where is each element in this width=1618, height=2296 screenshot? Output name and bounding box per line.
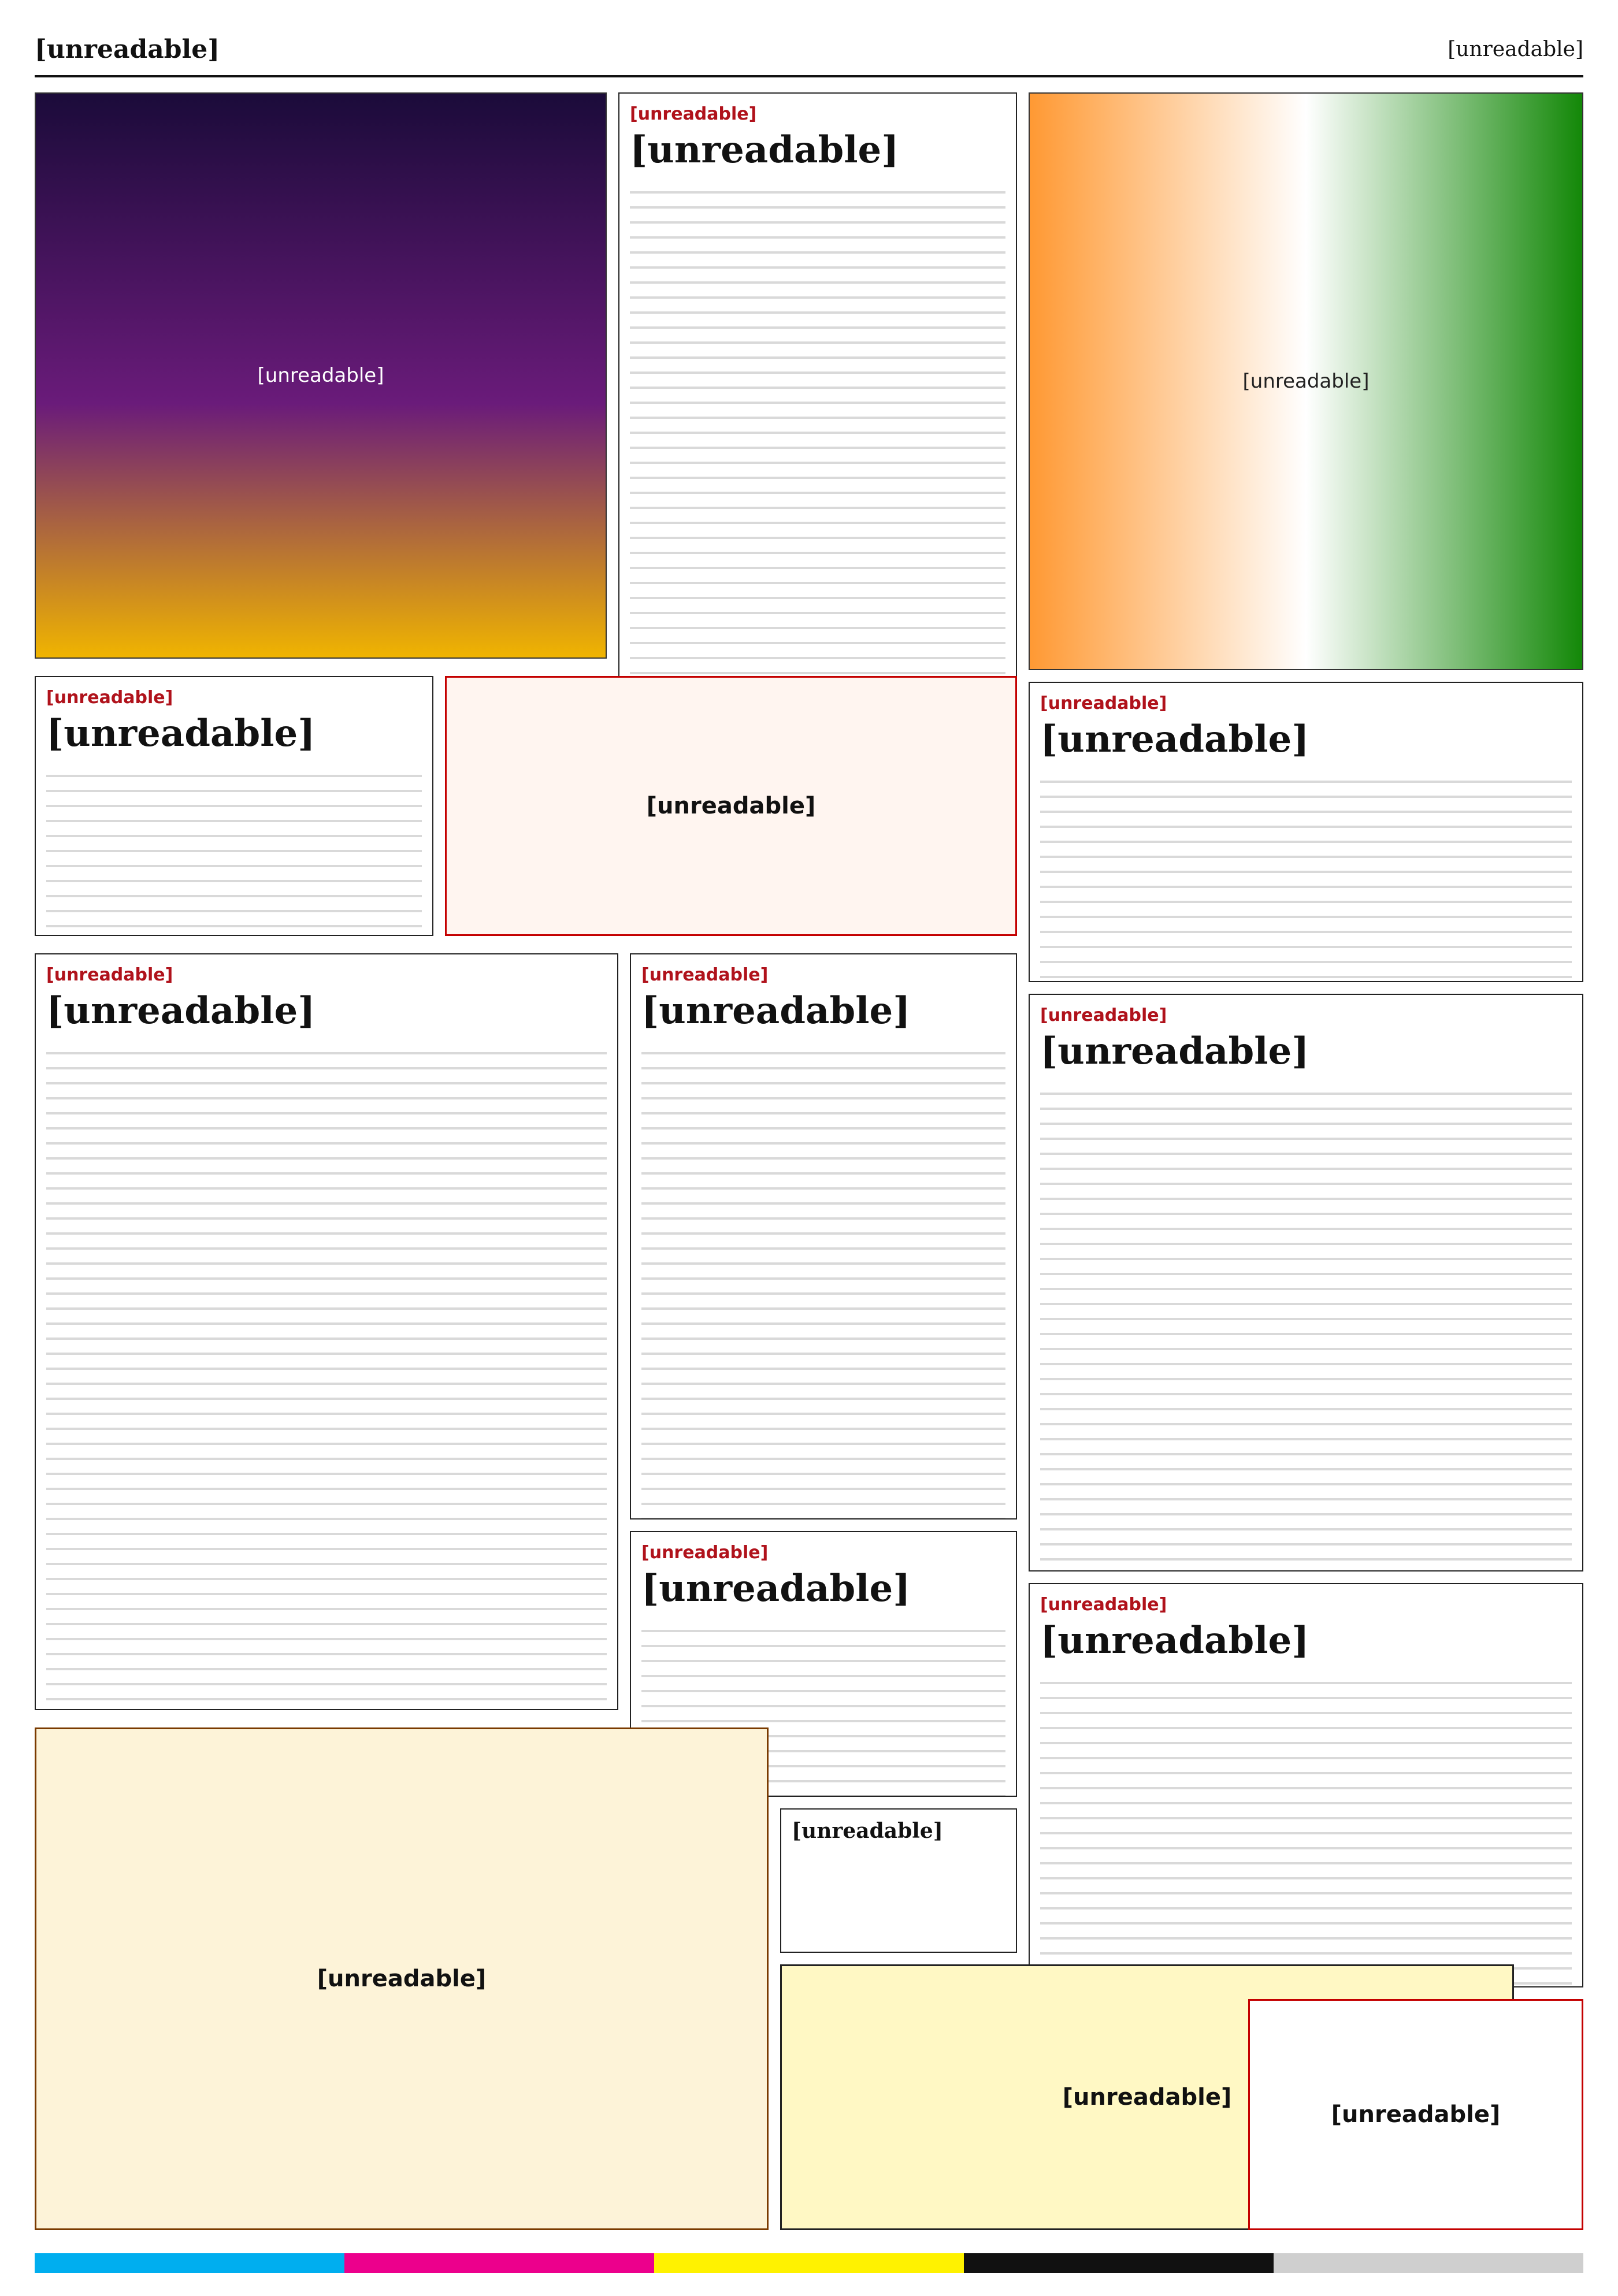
color-swatch-magenta xyxy=(344,2253,654,2273)
article-kicker: [unreadable] xyxy=(1040,1005,1167,1026)
article-tiranga-yatra xyxy=(1029,682,1583,982)
registration-color-bar xyxy=(35,2253,1583,2273)
article-psi-promotion xyxy=(35,676,433,936)
circus-ad xyxy=(35,1727,769,2230)
article-kicker: [unreadable] xyxy=(46,688,173,708)
circus-ad-text: [unreadable] xyxy=(317,1966,487,1992)
article-vehicles-income xyxy=(35,953,618,1710)
article-headline: [unreadable] xyxy=(641,1567,911,1610)
article-body xyxy=(641,1039,1005,1519)
article-kicker: [unreadable] xyxy=(630,104,757,124)
article-headline: [unreadable] xyxy=(641,989,911,1032)
notice-text: [unreadable] xyxy=(1331,2101,1501,2128)
comedy-ad-text: [unreadable] xyxy=(1062,2084,1232,2111)
color-swatch-yellow xyxy=(654,2253,964,2273)
article-kicker: [unreadable] xyxy=(1040,1595,1167,1615)
rally-photo xyxy=(1029,92,1583,670)
article-headline: [unreadable] xyxy=(792,1819,943,1843)
article-brief xyxy=(780,1808,1017,1953)
toyota-ad-text: [unreadable] xyxy=(646,793,816,819)
color-swatch-cyan xyxy=(35,2253,344,2273)
article-subsidy xyxy=(618,92,1017,774)
press-note-notice xyxy=(1248,1999,1583,2230)
article-kicker: [unreadable] xyxy=(46,965,173,985)
article-body xyxy=(1040,768,1572,982)
article-gujcitok xyxy=(630,953,1017,1519)
temple-photo xyxy=(35,92,607,659)
article-body xyxy=(1040,1669,1572,1987)
page-edition-label: [unreadable] xyxy=(35,34,220,64)
article-headline: [unreadable] xyxy=(630,128,899,172)
article-headline: [unreadable] xyxy=(46,712,316,755)
article-kicker: [unreadable] xyxy=(641,1543,769,1563)
color-swatch-black xyxy=(964,2253,1274,2273)
article-kicker: [unreadable] xyxy=(1040,693,1167,714)
temple-photo-caption: [unreadable] xyxy=(257,364,384,387)
article-masked-thieves xyxy=(1029,1583,1583,1987)
article-kicker: [unreadable] xyxy=(641,965,769,985)
article-chatgpt xyxy=(1029,994,1583,1571)
color-swatch-gray xyxy=(1274,2253,1583,2273)
article-headline: [unreadable] xyxy=(46,989,316,1032)
masthead xyxy=(35,23,1583,77)
article-headline: [unreadable] xyxy=(1040,718,1309,761)
article-headline: [unreadable] xyxy=(1040,1030,1309,1073)
article-body xyxy=(1040,1080,1572,1571)
date-label: [unreadable] xyxy=(1448,37,1583,61)
article-body xyxy=(46,762,422,936)
article-headline: [unreadable] xyxy=(1040,1619,1309,1662)
rally-photo-caption: [unreadable] xyxy=(1242,370,1370,393)
toyota-ad xyxy=(445,676,1017,936)
article-body xyxy=(46,1039,607,1710)
